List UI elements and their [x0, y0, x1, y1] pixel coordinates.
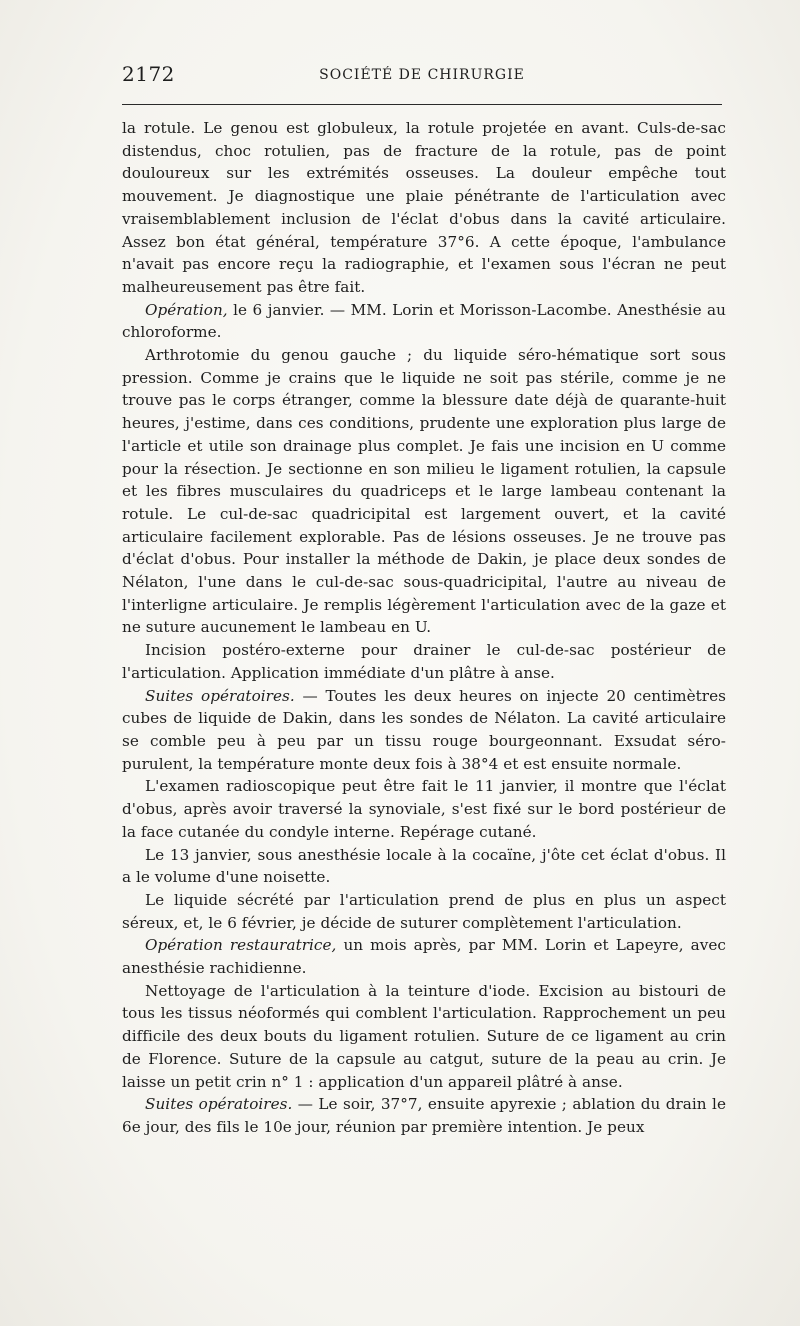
- paragraph-text: Le liquide sécrété par l'articulation prend de plus en plus un aspect séreux, et, le 6 février, je décide de suturer complètement l'articulation.: [122, 890, 726, 932]
- paragraph-text: — Le soir, 37°7, ensuite apyrexie ; ablation du drain le 6e jour, des fils le 10e jour, réunion par première intention. Je peux: [122, 1095, 726, 1136]
- paragraph: [122, 299, 726, 344]
- page-header: [122, 62, 722, 92]
- paragraph: [122, 1093, 726, 1138]
- page-number: 2172: [122, 62, 175, 86]
- paragraph: [122, 889, 726, 934]
- running-title: SOCIÉTÉ DE CHIRURGIE: [319, 67, 525, 83]
- paragraph: [122, 685, 726, 776]
- paragraph-text: le 6 janvier. — MM. Lorin et Morisson-Lacombe. Anesthésie au chloroforme.: [122, 300, 726, 342]
- paragraph-text: un mois après, par MM. Lorin et Lapeyre, avec anesthésie rachidienne.: [122, 936, 726, 978]
- paragraph: [122, 775, 726, 843]
- paragraph-lead: Opération,: [145, 300, 228, 319]
- paragraph-text: la rotule. Le genou est globuleux, la rotule projetée en avant. Culs-de-sac distendus, choc rotulien, pas de fracture de la rotule, pas de point douloureux sur les extrémités osseuses. La douleur empêche tout mouvement. Je diagnostique une plaie pénétrante de l'articulation avec vraisemblablement inclusion de l'éclat d'obus dans la cavité articulaire. Assez bon état général, température 37°6. A cette époque, l'ambulance n'avait pas encore reçu la radiographie, et l'examen sous l'écran ne peut malheureusement pas être fait.: [122, 119, 726, 296]
- paragraph-text: Arthrotomie du genou gauche ; du liquide séro-hématique sort sous pression. Comme je crains que le liquide ne soit pas stérile, comme je ne trouve pas le corps étranger, comme la blessure date déjà de quarante-huit heures, j'estime, dans ces conditions, prudente une exploration plus large de l'article et utile son drainage plus complet. Je fais une incision en U comme pour la résection. Je sectionne en son milieu le ligament rotulien, la capsule et les fibres musculaires du quadriceps et le large lambeau contenant la rotule. Le cul-de-sac quadricipital est largement ouvert, et la cavité articulaire facilement explorable. Pas de lésions osseuses. Je ne trouve pas d'éclat d'obus. Pour installer la méthode de Dakin, je place deux sondes de Nélaton, l'une dans le cul-de-sac sous-quadricipital, l'autre au niveau de l'interligne articulaire. Je remplis légèrement l'articulation avec de la gaze et ne suture aucunement le lambeau en U.: [122, 346, 726, 637]
- paragraph-lead: Suites opératoires.: [145, 686, 295, 705]
- paragraph-text: Le 13 janvier, sous anesthésie locale à la cocaïne, j'ôte cet éclat d'obus. Il a le volume d'une noisette.: [122, 845, 726, 887]
- paragraph: [122, 639, 726, 684]
- paragraph: [122, 344, 726, 639]
- header-rule: [122, 104, 722, 105]
- paragraph: [122, 117, 726, 299]
- paragraph-lead: Suites opératoires.: [145, 1095, 293, 1114]
- paragraph-text: Nettoyage de l'articulation à la teinture d'iode. Excision au bistouri de tous les tissus néoformés qui comblent l'articulation. Rapprochement un peu difficile des deux bouts du ligament rotulien. Suture de ce ligament au crin de Florence. Suture de la capsule au catgut, suture de la peau au crin. Je laisse un petit crin n° 1 : application d'un appareil plâtré à anse.: [122, 981, 726, 1091]
- paragraph: [122, 844, 726, 889]
- paragraph: [122, 980, 726, 1094]
- paragraph-text: — Toutes les deux heures on injecte 20 centimètres cubes de liquide de Dakin, dans les sondes de Nélaton. La cavité articulaire se comble peu à peu par un tissu rouge bourgeonnant. Exsudat séro-purulent, la température monte deux fois à 38°4 et est ensuite normale.: [122, 686, 726, 773]
- paragraph-text: L'examen radioscopique peut être fait le 11 janvier, il montre que l'éclat d'obus, après avoir traversé la synoviale, s'est fixé sur le bord postérieur de la face cutanée du condyle interne. Repérage cutané.: [122, 777, 726, 841]
- body-text: [122, 117, 726, 1139]
- paragraph-lead: Opération restauratrice,: [145, 936, 337, 955]
- paragraph-text: Incision postéro-externe pour drainer le cul-de-sac postérieur de l'articulation. Application immédiate d'un plâtre à anse.: [122, 641, 726, 682]
- paragraph: [122, 934, 726, 979]
